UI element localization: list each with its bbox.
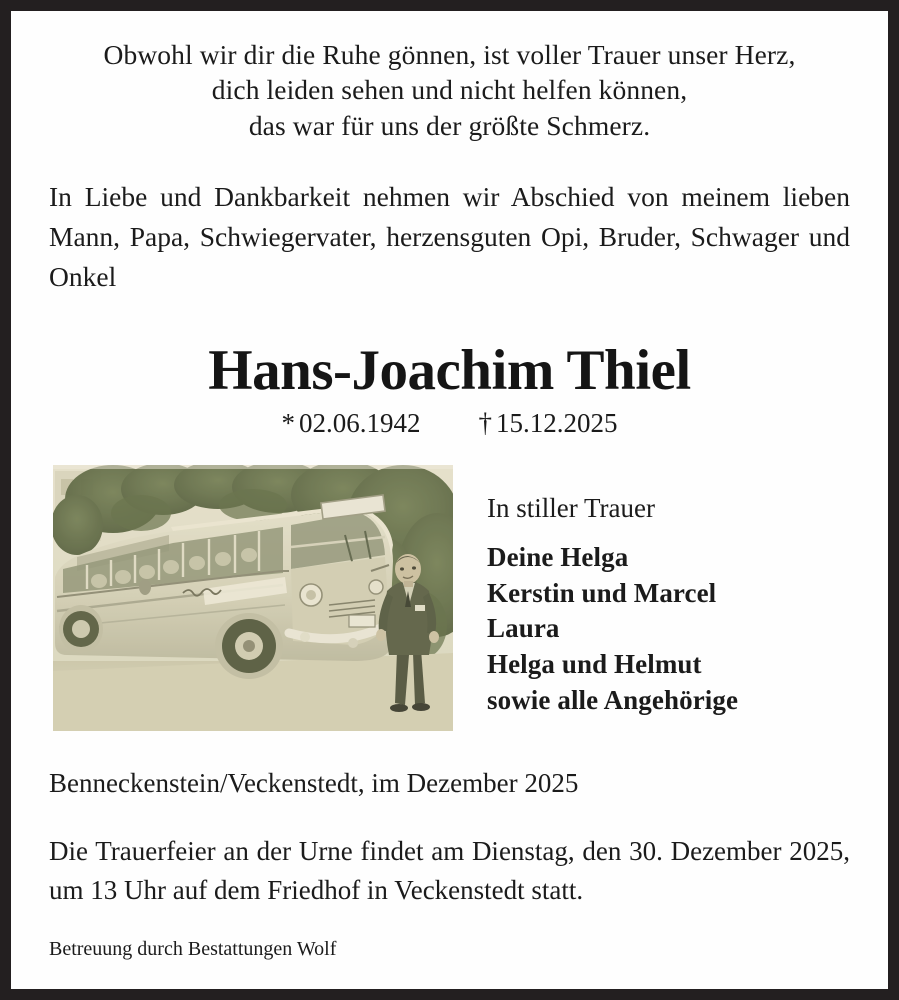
- mourner-name: sowie alle Angehörige: [487, 684, 739, 715]
- poem-line-2: dich leiden sehen und nicht helfen können,: [211, 74, 688, 106]
- deceased-block: [41, 338, 858, 440]
- mourners-heading: In stiller Trauer: [487, 493, 655, 524]
- mourner-name: Kerstin und Marcel: [487, 577, 717, 608]
- mourner-name: Laura: [487, 613, 560, 644]
- memorial-photo: [53, 465, 453, 731]
- memorial-poem: [41, 37, 858, 143]
- mourner-name: Helga und Helmut: [487, 648, 702, 679]
- birth-star-icon: *: [281, 408, 295, 439]
- life-dates: [41, 409, 858, 439]
- deceased-name: Hans-Joachim Thiel: [208, 338, 691, 402]
- mourners-block: [453, 465, 858, 718]
- funeral-provider-line: Betreuung durch Bestattungen Wolf: [49, 937, 337, 960]
- poem-line-3: das war für uns der größte Schmerz.: [248, 109, 651, 141]
- cross-icon: †: [478, 408, 492, 439]
- birth-date: 02.06.1942: [299, 408, 421, 439]
- notice-inner: [11, 11, 888, 989]
- mourner-name: Deine Helga: [487, 542, 629, 572]
- death-date-group: [479, 409, 618, 439]
- place-and-date-line: Benneckenstein/Veckenstedt, im Dezember 2025: [49, 768, 579, 799]
- poem-line-1: Obwohl wir dir die Ruhe gönnen, ist voller Trauer unser Herz,: [103, 39, 796, 70]
- birth-date-group: [282, 409, 421, 439]
- ceremony-details: Die Trauerfeier an der Urne findet am Dienstag, den 30. Dezember 2025, um 13 Uhr auf dem Friedhof in Veckenstedt statt.: [49, 835, 850, 905]
- farewell-intro-text: In Liebe und Dankbarkeit nehmen wir Abschied von meinem lieben Mann, Papa, Schwiegervater, herzensguten Opi, Bruder, Schwager und Onkel: [49, 180, 850, 292]
- vintage-bus-photo-illustration: [53, 465, 453, 731]
- photo-and-mourners-row: [41, 465, 858, 731]
- death-date: 15.12.2025: [496, 408, 618, 439]
